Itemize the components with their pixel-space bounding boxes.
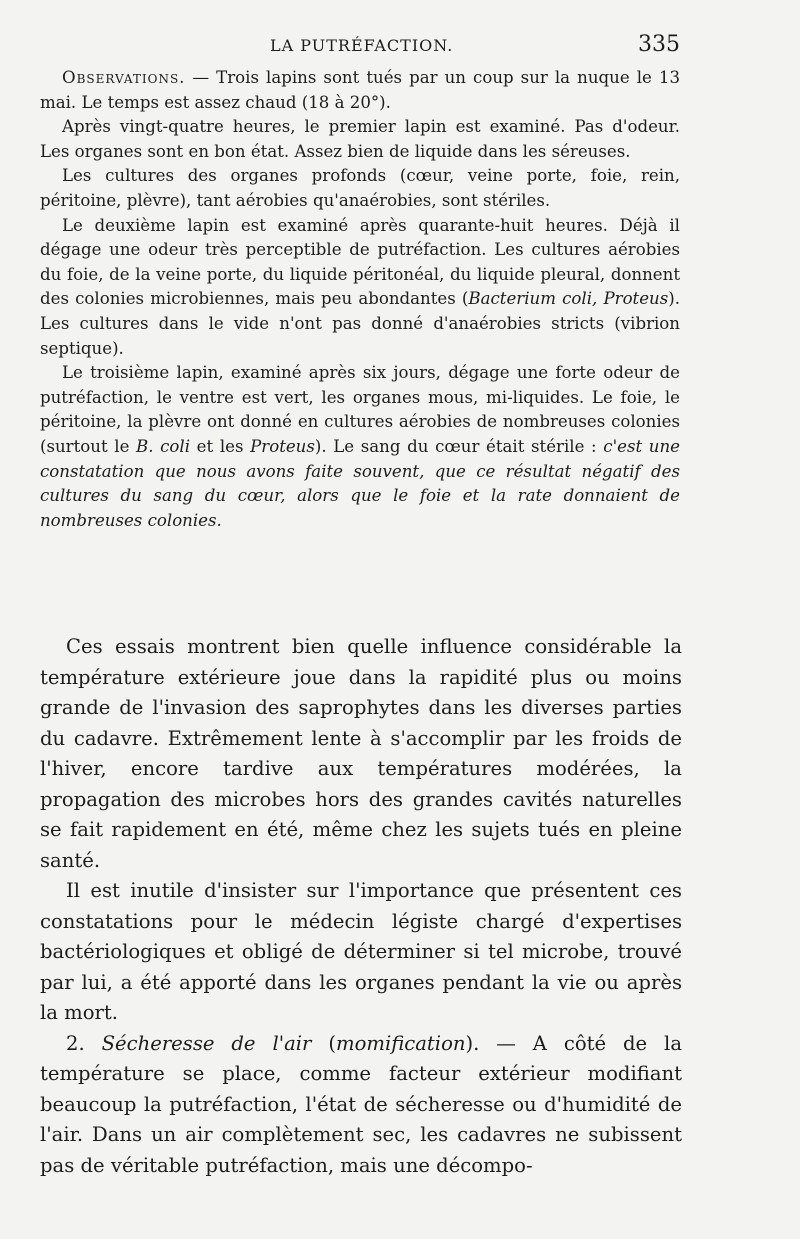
main-text-block	[40, 632, 682, 1181]
p4-text-b: ). Les cultures dans le vide n'ont pas donné d'anaérobies stricts (vibrion septique).	[40, 289, 680, 358]
page-number: 335	[638, 32, 680, 57]
body-paragraph-3	[40, 1029, 682, 1182]
p5-italic-1: B. coli	[136, 436, 191, 456]
p5-italic-3: c'est une constatation que nous avons faite souvent, que ce résultat négatif des cultures du sang du cœur, alors que le foie et la rate donnaient de nombreuses colonies.	[40, 436, 680, 530]
observations-paragraph-4	[40, 214, 680, 362]
p4-text-a: Le deuxième lapin est examiné après quarante-huit heures. Déjà il dégage une odeur très perceptible de putréfaction. Les cultures aérobies du foie, de la veine porte, du liquide péritonéal, du liquide pleural, donnent des colonies microbiennes, mais peu abondantes (	[40, 215, 680, 309]
section-text: ). — A côté de la température se place, comme facteur extérieur modifiant beaucoup la putréfaction, l'état de sécheresse ou d'humidité de l'air. Dans un air complètement sec, les cadavres ne subissent pas de véritable putréfaction, mais une décompo-	[40, 1031, 682, 1177]
body-paragraph-1: Ces essais montrent bien quelle influence considérable la température extérieure joue dans la rapidité plus ou moins grande de l'invasion des saprophytes dans les diverses parties du cadavre. Extrêmement lente à s'accomplir par les froids de l'hiver, encore tardive aux températures modérées, la propagation des microbes hors des grandes cavités naturelles se fait rapidement en été, même chez les sujets tués en pleine santé.	[40, 635, 682, 872]
section-number: 2.	[66, 1031, 102, 1055]
observations-block	[40, 66, 680, 533]
observations-paragraph-1	[40, 66, 680, 115]
observations-paragraph-3: Les cultures des organes profonds (cœur, veine porte, foie, rein, péritoine, plèvre), tant aérobies qu'anaérobies, sont stériles.	[40, 166, 680, 210]
section-paren: (	[311, 1031, 336, 1055]
section-subtitle: momification	[335, 1031, 466, 1055]
running-header	[40, 30, 680, 58]
observations-p1-text: — Trois lapins sont tués par un coup sur la nuque le 13 mai. Le temps est assez chaud (18 à 20°).	[40, 68, 680, 112]
observations-label: Observations.	[62, 68, 186, 87]
p4-italic: Bacterium coli, Proteus	[468, 289, 669, 309]
p5-italic-2: Proteus	[250, 436, 315, 456]
p5-text-a: Le troisième lapin, examiné après six jours, dégage une forte odeur de putréfaction, le ventre est vert, les organes mous, mi-liquides. Le foie, le péritoine, la plèvre ont donné en cultures aérobies de nombreuses colonies (surtout le	[40, 363, 680, 456]
section-title: Sécheresse de l'air	[101, 1031, 312, 1055]
observations-paragraph-5	[40, 361, 680, 533]
running-title: LA PUTRÉFACTION.	[270, 36, 454, 55]
p5-text-b: et les	[190, 436, 251, 456]
body-paragraph-2: Il est inutile d'insister sur l'importance que présentent ces constatations pour le médecin légiste chargé d'expertises bactériologiques et obligé de déterminer si tel microbe, trouvé par lui, a été apporté dans les organes pendant la vie ou après la mort.	[40, 879, 682, 1024]
p5-text-c: ). Le sang du cœur était stérile :	[314, 436, 604, 456]
observations-paragraph-2: Après vingt-quatre heures, le premier lapin est examiné. Pas d'odeur. Les organes sont en bon état. Assez bien de liquide dans les séreuses.	[40, 117, 680, 161]
